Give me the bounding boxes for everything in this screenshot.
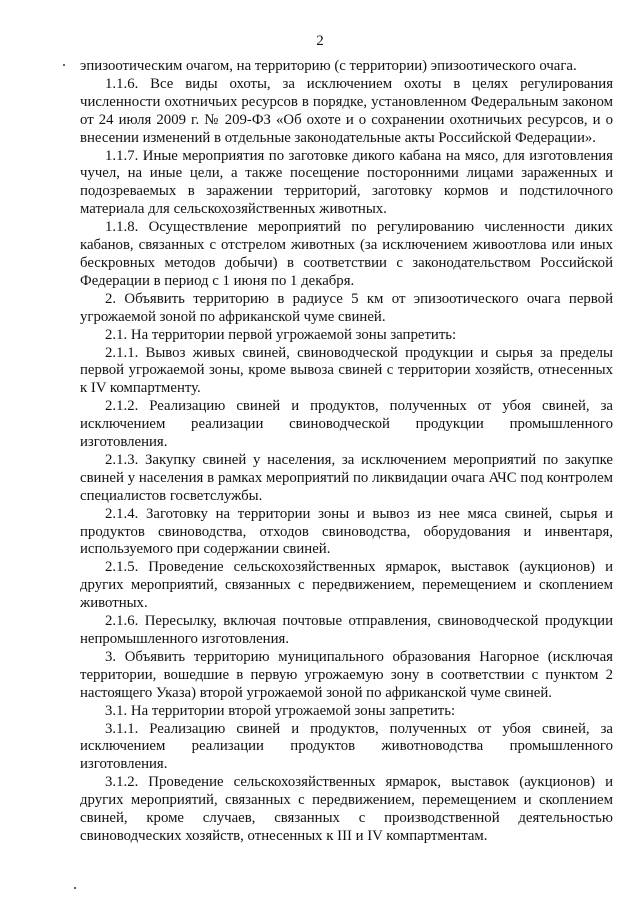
paragraph-3-1-2: 3.1.2. Проведение сельскохозяйственных ярмарок, выставок (аукционов) и других мероприятий, связанных с передвижением, перемещением и скоплением свиней, кроме случаев, связанных с производственной деятельностью свиноводческих хозяйств, отнесенных к III и IV компартментам.: [80, 774, 613, 844]
paragraph-3-1: 3.1. На территории второй угрожаемой зоны запретить:: [105, 702, 456, 719]
paragraph-1-1-8: 1.1.8. Осуществление мероприятий по регулированию численности диких кабанов, связанных с отстрелом животных (за исключением живоотлова или иных бескровных методов добычи) в соответствии с законодательством Российской Федерации в период с 1 июня по 1 декабря.: [80, 219, 613, 289]
paragraph-2-1-3: 2.1.3. Закупку свиней у населения, за исключением мероприятий по закупке свиней у населения в рамках мероприятий по ликвидации очага АЧС под контролем специалистов госветслужбы.: [80, 451, 613, 504]
paragraph-3-1-1: 3.1.1. Реализацию свиней и продуктов, полученных от убоя свиней, за исключением реализации продуктов животноводства промышленного изготовления.: [80, 720, 613, 773]
scan-speck: [63, 64, 65, 66]
document-body: [80, 58, 613, 846]
paragraph-2-1: 2.1. На территории первой угрожаемой зоны запретить:: [105, 326, 457, 343]
paragraph-1-1-7: 1.1.7. Иные мероприятия по заготовке дикого кабана на мясо, для изготовления чучел, на иные цели, а также посещение посторонними лицами зараженных и подозреваемых в заражении территорий, заготовку кормов и подстилочного материала для сельскохозяйственных животных.: [80, 147, 613, 218]
paragraph-2-1-1: 2.1.1. Вывоз живых свиней, свиноводческой продукции и сырья за пределы первой угрожаемой зоны, кроме вывоза свиней с территории хозяйств, отнесенных к IV компартменту.: [80, 344, 613, 397]
paragraph-2-1-5: 2.1.5. Проведение сельскохозяйственных ярмарок, выставок (аукционов) и других мероприятий, связанных с передвижением, перемещением и скоплением животных.: [80, 559, 613, 612]
paragraph-1-1-6: 1.1.6. Все виды охоты, за исключением охоты в целях регулирования численности охотничьих ресурсов в порядке, установленном Федеральным законом от 24 июля 2009 г. № 209-ФЗ «Об охоте и о сохранении охотничьих ресурсов, и о внесении изменений в отдельные законодательные акты Российской Федерации».: [80, 75, 613, 146]
scan-speck: [74, 887, 76, 889]
paragraph-2-1-4: 2.1.4. Заготовку на территории зоны и вывоз из нее мяса свиней, сырья и продуктов свиноводства, отходов свиноводства, оборудования и инвентаря, используемого при содержании свиней.: [80, 505, 613, 558]
paragraph-2-1-6: 2.1.6. Пересылку, включая почтовые отправления, свиноводческой продукции непромышленного изготовления.: [80, 613, 613, 647]
paragraph-2: 2. Объявить территорию в радиусе 5 км от эпизоотического очага первой угрожаемой зоной по африканской чуме свиней.: [80, 290, 613, 325]
paragraph-3: 3. Объявить территорию муниципального образования Нагорное (исключая территории, вошедшие в первую угрожаемую зону в соответствии с пунктом 2 настоящего Указа) второй угрожаемой зоной по африканской чуме свиней.: [80, 648, 613, 701]
page-number: 2: [316, 33, 324, 49]
paragraph-2-1-2: 2.1.2. Реализацию свиней и продуктов, полученных от убоя свиней, за исключением реализации свиноводческой продукции промышленного изготовления.: [80, 398, 613, 451]
paragraph-continuation: эпизоотическим очагом, на территорию (с территории) эпизоотического очага.: [80, 58, 577, 74]
